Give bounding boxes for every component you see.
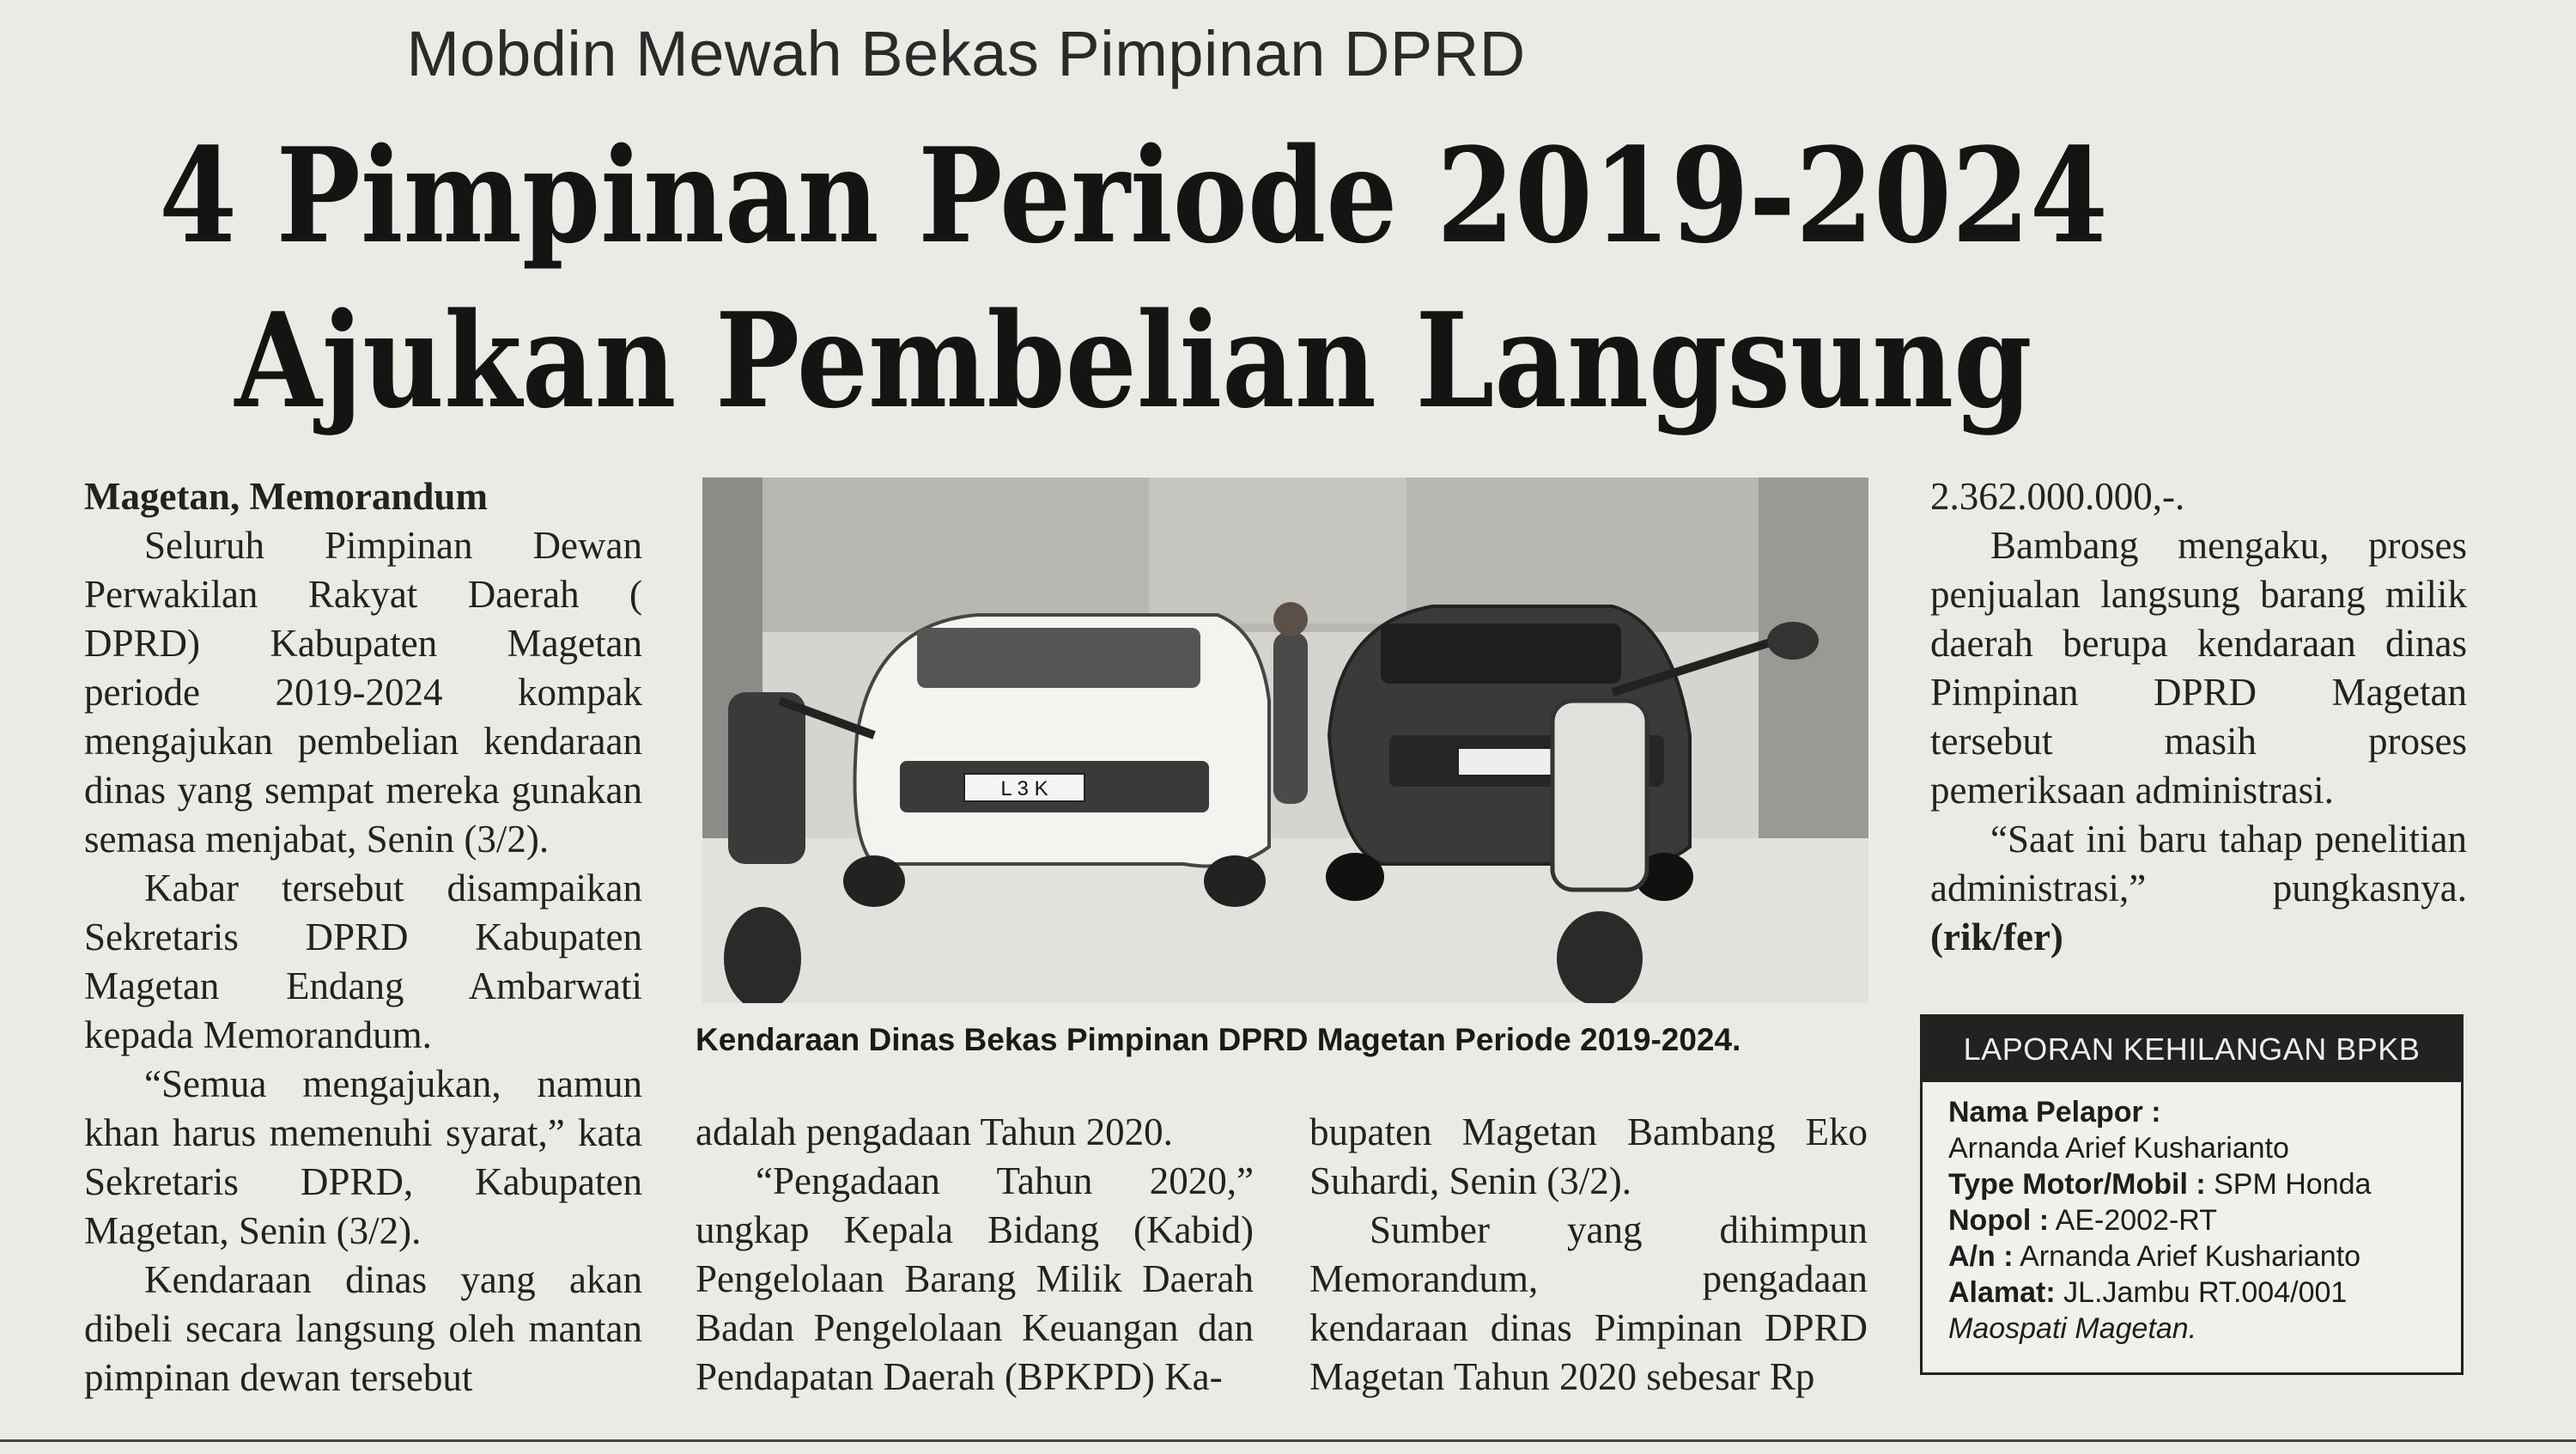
lost-bpkb-notice-box bbox=[1920, 1014, 2464, 1375]
article-column-2 bbox=[696, 1108, 1254, 1402]
headline-line-1: 4 Pimpinan Periode 2019-2024 bbox=[159, 119, 2108, 272]
paragraph: Kabar tersebut disampaikan Sekretaris DPRD Kabupaten Magetan Endang Ambarwati kepada Memorandum. bbox=[84, 867, 642, 1056]
license-plate-text: L 3 K bbox=[1000, 777, 1048, 800]
quote-text: “Saat ini baru tahap penelitian administrasi,” pungkasnya. bbox=[1930, 818, 2467, 910]
paragraph: Kendaraan dinas yang akan dibeli secara langsung oleh mantan pimpinan dewan tersebut bbox=[84, 1258, 642, 1399]
nopol-value: AE-2002-RT bbox=[2055, 1204, 2218, 1237]
nama-value: Arnanda Arief Kusharianto bbox=[1948, 1132, 2289, 1165]
paragraph: bupaten Magetan Bambang Eko Suhardi, Senin (3/2). bbox=[1309, 1110, 1868, 1202]
notice-body bbox=[1923, 1082, 2461, 1347]
photo-caption: Kendaraan Dinas Bekas Pimpinan DPRD Magetan Periode 2019-2024. bbox=[696, 1022, 1741, 1057]
paragraph: “Pengadaan Tahun 2020,” ungkap Kepala Bidang (Kabid) Pengelolaan Barang Milik Daerah Badan Pengelolaan Keuangan dan Pendapatan Daerah (BPKPD) Ka- bbox=[696, 1159, 1254, 1398]
alamat-label: Alamat: bbox=[1948, 1276, 2056, 1309]
alamat-line-2: Maospati Magetan. bbox=[1948, 1312, 2197, 1345]
news-photo bbox=[702, 478, 1868, 1003]
an-value: Arnanda Arief Kusharianto bbox=[2020, 1240, 2361, 1273]
type-value: SPM Honda bbox=[2214, 1168, 2372, 1201]
notice-title: LAPORAN KEHILANGAN BPKB bbox=[1923, 1017, 2461, 1082]
article-column-4 bbox=[1930, 472, 2467, 962]
paragraph: “Semua mengajukan, namun khan harus memenuhi syarat,” kata Sekretaris DPRD, Kabupaten Magetan, Senin (3/2). bbox=[84, 1062, 642, 1252]
alamat-value: JL.Jambu RT.004/001 bbox=[2063, 1276, 2348, 1309]
dateline: Magetan, Memorandum bbox=[84, 475, 488, 518]
headline-line-2: Ajukan Pembelian Langsung bbox=[234, 283, 2032, 437]
byline: (rik/fer) bbox=[1930, 916, 2063, 958]
article-column-3 bbox=[1309, 1108, 1868, 1402]
type-label: Type Motor/Mobil : bbox=[1948, 1168, 2206, 1201]
nama-label: Nama Pelapor : bbox=[1948, 1096, 2161, 1129]
page-bottom-rule bbox=[0, 1439, 2576, 1442]
an-label: A/n : bbox=[1948, 1240, 2014, 1273]
kicker-headline: Mobdin Mewah Bekas Pimpinan DPRD bbox=[406, 18, 1526, 89]
paragraph: adalah pengadaan Tahun 2020. bbox=[696, 1110, 1173, 1153]
paragraph bbox=[1930, 815, 2467, 962]
paragraph: Sumber yang dihimpun Memorandum, pengadaan kendaraan dinas Pimpinan DPRD Magetan Tahun 2020 sebesar Rp bbox=[1309, 1208, 1868, 1398]
paragraph: 2.362.000.000,-. bbox=[1930, 475, 2185, 518]
nopol-label: Nopol : bbox=[1948, 1204, 2050, 1237]
paragraph: Seluruh Pimpinan Dewan Perwakilan Rakyat Daerah ( DPRD) Kabupaten Magetan periode 2019-2024 kompak mengajukan pembelian kendaraan dinas yang sempat mereka gunakan semasa menjabat, Senin (3/2). bbox=[84, 524, 642, 861]
paragraph: Bambang mengaku, proses penjualan langsung barang milik daerah berupa kendaraan dinas Pimpinan DPRD Magetan tersebut masih proses pemeriksaan administrasi. bbox=[1930, 524, 2467, 812]
article-column-1 bbox=[84, 472, 642, 1402]
